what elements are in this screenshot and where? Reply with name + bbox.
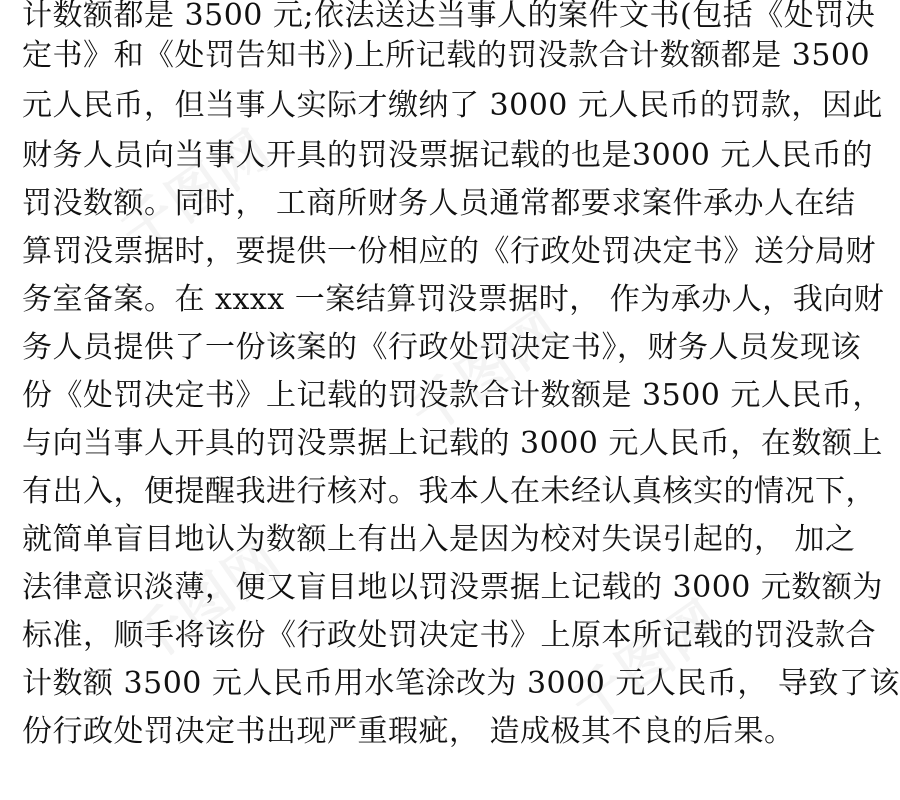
text-line: 算罚没票据时，要提供一份相应的《行政处罚决定书》送分局财 xyxy=(22,234,876,269)
text-line: 务人员提供了一份该案的《行政处罚决定书》，财务人员发现该 xyxy=(22,330,861,365)
text-line: 定书》和《处罚告知书》)上所记载的罚没款合计数额都是 3500 xyxy=(22,38,871,73)
text-line: 法律意识淡薄，便又盲目地以罚没票据上记载的 3000 元数额为 xyxy=(22,570,883,605)
watermark: 千图网 xyxy=(109,117,284,266)
text-line: 财务人员向当事人开具的罚没票据记载的也是3000 元人民币的 xyxy=(22,138,873,173)
text-line: 份《处罚决定书》上记载的罚没款合计数额是 3500 元人民币， xyxy=(22,378,883,413)
text-line: 与向当事人开具的罚没票据上记载的 3000 元人民币，在数额上 xyxy=(22,426,883,461)
text-line: 务室备案。在 xxxx 一案结算罚没票据时， 作为承办人，我向财 xyxy=(22,282,885,317)
watermark: 千图网 xyxy=(399,297,574,446)
text-line: 计数额都是 3500 元;依法送达当事人的案件文书(包括《处罚决 xyxy=(22,0,876,33)
text-line: 罚没数额。同时， 工商所财务人员通常都要求案件承办人在结 xyxy=(22,186,856,221)
watermark: 千图网 xyxy=(559,587,734,736)
text-line: 元人民币，但当事人实际才缴纳了 3000 元人民币的罚款，因此 xyxy=(22,88,883,123)
text-line: 就简单盲目地认为数额上有出入是因为校对失误引起的， 加之 xyxy=(22,522,856,557)
text-line: 有出入，便提醒我进行核对。我本人在未经认真核实的情况下， xyxy=(22,474,876,509)
text-line: 标准，顺手将该份《行政处罚决定书》上原本所记载的罚没款合 xyxy=(22,618,876,653)
text-line: 份行政处罚决定书出现严重瑕疵， 造成极其不良的后果。 xyxy=(22,714,795,749)
text-line: 计数额 3500 元人民币用水笔涂改为 3000 元人民币， 导致了该 xyxy=(22,666,900,701)
watermark: 千图网 xyxy=(119,527,294,676)
